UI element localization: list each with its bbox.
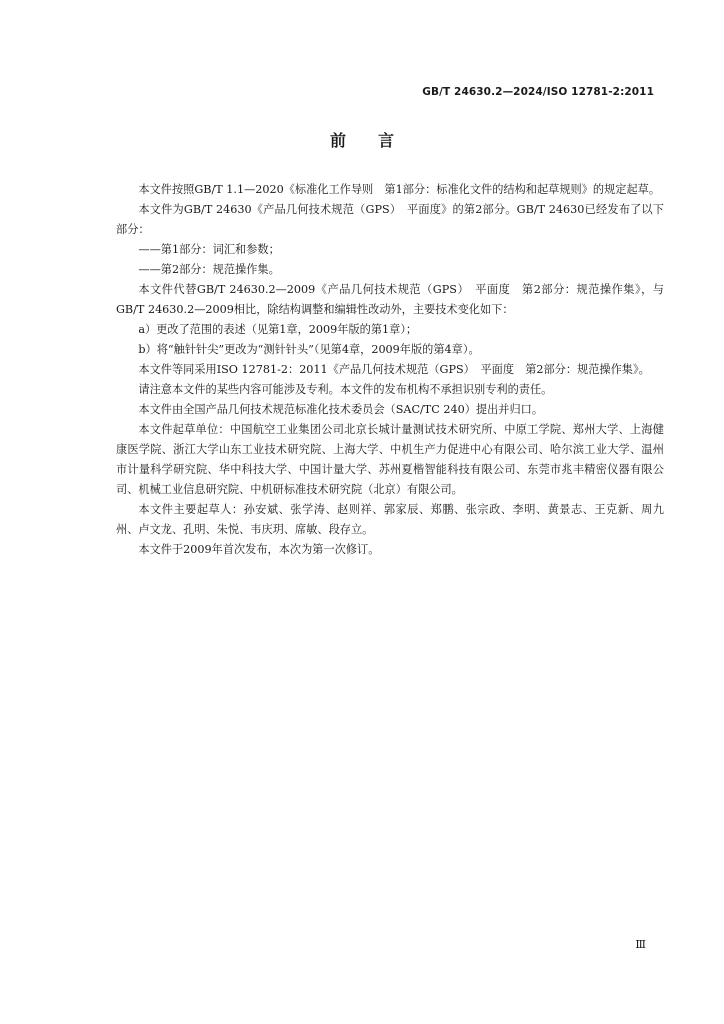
list-item-change-b: b）将“触针针尖”更改为“测针针头”（见第4章，2009年版的第4章）。 bbox=[138, 343, 480, 356]
paragraph-patent-notice: 请注意本文件的某些内容可能涉及专利。本文件的发布机构不承担识别专利的责任。 bbox=[138, 383, 553, 396]
list-item-change-a: a）更改了范围的表述（见第1章，2009年版的第1章）； bbox=[138, 323, 418, 336]
paragraph-drafting-rules: 本文件按照GB/T 1.1—2020《标准化工作导则 第1部分：标准化文件的结构和起草规则》的规定起草。 bbox=[138, 183, 661, 196]
list-item-part-1: ——第1部分：词汇和参数； bbox=[138, 243, 280, 256]
paragraph-replacement: 本文件代替GB/T 24630.2—2009《产品几何技术规范（GPS） 平面度 第2部分：规范操作集》，与GB/T 24630.2—2009相比，除结构调整和编辑性改动外，主要技术变化如下： bbox=[116, 283, 664, 316]
page-number: Ⅲ bbox=[635, 938, 646, 951]
list-item-part-2: ——第2部分：规范操作集。 bbox=[138, 263, 280, 276]
standard-number-header: GB/T 24630.2—2024/ISO 12781-2:2011 bbox=[422, 86, 654, 98]
paragraph-committee: 本文件由全国产品几何技术规范标准化技术委员会（SAC/TC 240）提出并归口。 bbox=[138, 403, 544, 416]
paragraph-drafters: 本文件主要起草人：孙安斌、张学涛、赵则祥、郭家辰、郑鹏、张宗政、李明、黄景志、王克新、周九州、卢文龙、孔明、朱悦、韦庆玥、席敏、段存立。 bbox=[116, 503, 664, 536]
page-title: 前言 bbox=[329, 131, 426, 150]
paragraph-revision-history: 本文件于2009年首次发布，本次为第一次修订。 bbox=[138, 543, 380, 556]
paragraph-series-intro: 本文件为GB/T 24630《产品几何技术规范（GPS） 平面度》的第2部分。GB/T 24630已经发布了以下部分： bbox=[116, 203, 664, 236]
paragraph-iso-adoption: 本文件等同采用ISO 12781-2：2011《产品几何技术规范（GPS） 平面度 第2部分：规范操作集》。 bbox=[138, 363, 650, 376]
paragraph-drafting-units: 本文件起草单位：中国航空工业集团公司北京长城计量测试技术研究所、中原工学院、郑州大学、上海健康医学院、浙江大学山东工业技术研究院、上海大学、中机生产力促进中心有限公司、哈尔滨工业大学、温州市计量科学研究院、华中科技大学、中国计量大学、苏州夏楷智能科技有限公司、东莞市兆丰精密仪器有限公司、机械工业信息研究院、中机研标准技术研究院（北京）有限公司。 bbox=[116, 423, 664, 496]
document-body bbox=[116, 180, 664, 560]
